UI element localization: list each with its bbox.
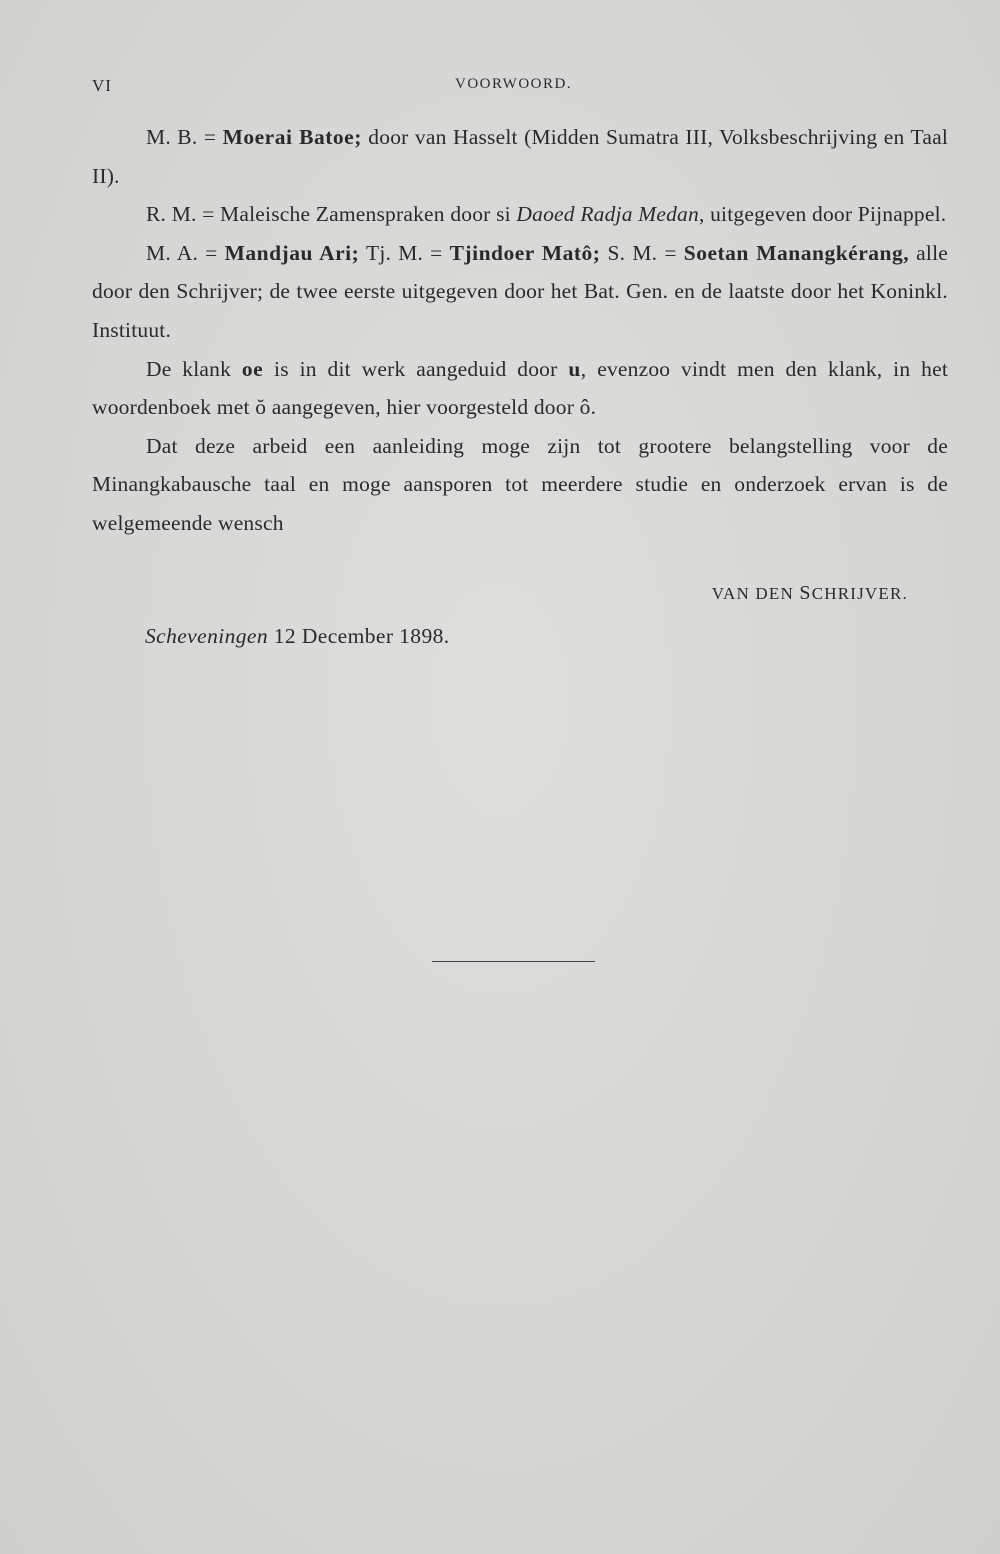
body-text bbox=[92, 118, 948, 543]
page-number: VI bbox=[92, 76, 112, 95]
sound-u: u bbox=[568, 356, 581, 381]
title-tjindoer-mato: Tjindoer Matô; bbox=[449, 240, 601, 265]
paragraph-abbrev-rm bbox=[92, 195, 948, 234]
text-segment: door van Hasselt (Midden Sumatra III, Volksbeschrijving en Taal II). bbox=[92, 125, 948, 188]
text-segment: M. B. = bbox=[146, 125, 223, 149]
title-mandjau-ari: Mandjau Ari; bbox=[224, 240, 360, 265]
running-title: VOORWOORD. bbox=[455, 76, 573, 92]
text-segment: alle door den Schrijver; de twee eerste uitgegeven door het Bat. Gen. en de laatste door het Koninkl. Instituut. bbox=[92, 240, 948, 342]
date: 12 December 1898. bbox=[268, 624, 450, 648]
paragraph-abbrev-ma-tjm-sm bbox=[92, 234, 948, 350]
author-name: Daoed Radja Medan bbox=[516, 202, 699, 227]
text-segment: Tj. M. = bbox=[359, 240, 450, 265]
place-date bbox=[145, 624, 450, 649]
sound-oe: oe bbox=[241, 356, 264, 381]
signature bbox=[712, 582, 908, 605]
text-segment: , uitgegeven door Pijnappel. bbox=[698, 202, 947, 227]
text-segment: Dat deze arbeid een aanleiding moge zijn tot grootere belangstelling voor de Minangkabausche taal en moge aansporen tot meerdere studie en onderzoek ervan is de welgemeende wensch bbox=[92, 433, 948, 535]
text-segment: is in dit werk aangeduid door bbox=[263, 356, 569, 381]
text-segment: De klank bbox=[146, 356, 242, 381]
paragraph-abbrev-mb bbox=[92, 118, 948, 195]
closing-rule bbox=[432, 961, 595, 962]
title-soetan-manangkerang: Soetan Manangkérang, bbox=[683, 240, 910, 265]
signature-prefix: VAN DEN bbox=[711, 584, 800, 603]
signature-initial: S bbox=[799, 582, 812, 604]
text-segment: , evenzoo vindt men den klank, in het woordenboek met ŏ aangegeven, hier voorgesteld door ô. bbox=[92, 356, 949, 420]
text-segment: M. A. = bbox=[146, 240, 225, 265]
paragraph-orthography bbox=[92, 350, 948, 427]
title-moerai-batoe: Moerai Batoe; bbox=[222, 125, 362, 149]
text-segment: R. M. = Maleische Zamenspraken door si bbox=[146, 202, 517, 227]
signature-rest: CHRIJVER. bbox=[811, 584, 908, 603]
text-segment: S. M. = bbox=[600, 240, 684, 265]
paragraph-closing bbox=[92, 427, 948, 543]
place: Scheveningen bbox=[145, 624, 268, 648]
